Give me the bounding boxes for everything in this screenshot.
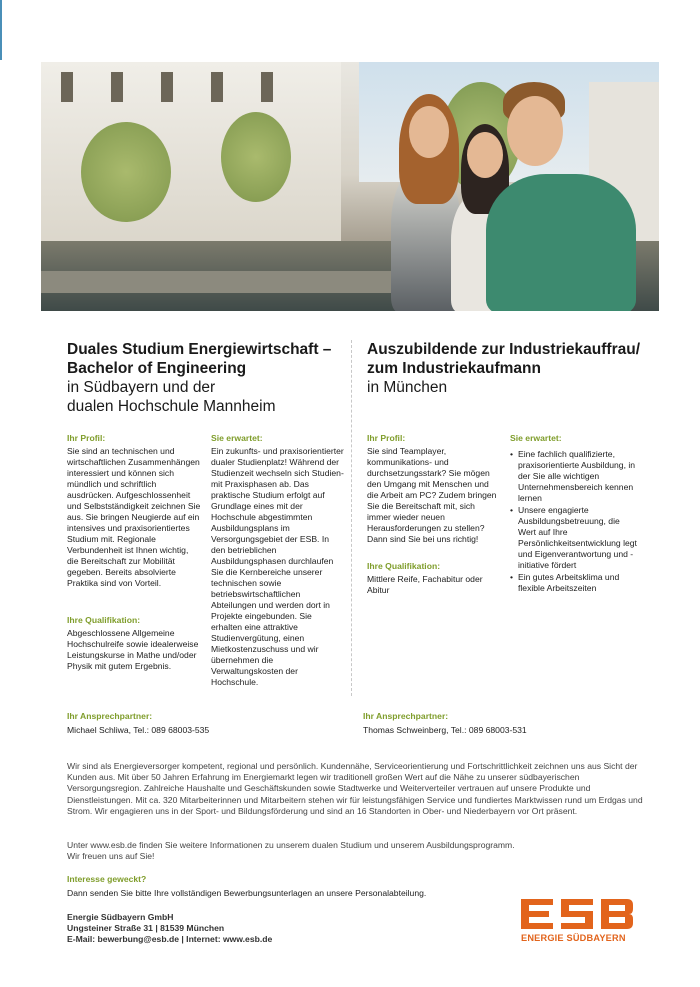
left-job-title: Duales Studium Energiewirtschaft – Bachelor of Engineering in Südbayern und der dualen Hochschule Mannheim xyxy=(67,341,332,415)
company-contact: E-Mail: bewerbung@esb.de | Internet: www.esb.de xyxy=(67,934,273,944)
list-item: • Eine fachlich qualifizierte, praxisorientierte Ausbildung, in der Sie alle wichtigen Unternehmensbereich kennen lernen xyxy=(510,449,640,504)
right-job-title: Auszubildende zur Industriekauffrau/ zum Industriekaufmann in München xyxy=(367,341,640,396)
company-address: Ungsteiner Straße 31 | 81539 München xyxy=(67,923,225,933)
left-profil-heading: Ihr Profil: xyxy=(67,433,106,443)
left-quali-text: Abgeschlossene Allgemeine Hochschulreife sowie idealerweise Leistungskurse in Mathe und/oder Physik mit gutem Ergebnis. xyxy=(67,628,199,671)
list-item: • Unsere engagierte Ausbildungsbetreuung, die Wert auf Ihre Persönlichkeitsentwicklung legt und Eigenverantwortung und -initiative fördert xyxy=(510,505,640,571)
hero-photo xyxy=(41,62,659,311)
esb-logo-name: ENERGIE SÜDBAYERN xyxy=(521,933,626,943)
left-profil-text: Sie sind an technischen und wirtschaftlichen Zusammenhängen interessiert und können sich mündlich und schriftlich ausdrücken. Aufgeschlossenheit und Selbstständigkeit zeichnen Sie aus. Sie bringen Neugierde auf ein intensives und praxisorientiertes Studium mit. Regionale Verbundenheit ist Ihnen wichtig, die Bereitschaft zur Mobilität gegeben. Bereits absolvierte Praktika sind von Vorteil. xyxy=(67,446,201,588)
right-quali-text: Mittlere Reife, Fachabitur oder Abitur xyxy=(367,574,483,595)
right-erwartet-list xyxy=(510,449,640,595)
list-item: • Ein gutes Arbeitsklima und flexible Arbeitszeiten xyxy=(510,572,640,594)
right-contact-text: Thomas Schweinberg, Tel.: 089 68003-531 xyxy=(363,725,527,735)
right-quali-heading: Ihre Qualifikation: xyxy=(367,561,441,571)
info-line-1: Unter www.esb.de finden Sie weitere Informationen zu unserem dualen Studium und unserem Ausbildungsprogramm. xyxy=(67,840,515,850)
interest-text: Dann senden Sie bitte Ihre vollständigen Bewerbungsunterlagen an unsere Personalabteilung. xyxy=(67,888,427,898)
right-contact-heading: Ihr Ansprechpartner: xyxy=(363,711,449,721)
left-quali-heading: Ihre Qualifikation: xyxy=(67,615,141,625)
left-contact-text: Michael Schliwa, Tel.: 089 68003-535 xyxy=(67,725,210,735)
left-erwartet-heading: Sie erwartet: xyxy=(211,433,263,443)
column-divider xyxy=(351,340,352,696)
left-erwartet-text: Ein zukunfts- und praxisorientierter dualer Studienplatz! Während der Studienzeit wechseln sich Studien- mit Praxisphasen ab. Das praktische Studium erfolgt auf Grundlage eines mit der Hochschule abgestimmten Ausbildungsplans im Versorgungsgebiet der ESB. In den betrieblichen Ausbildungsphasen durchlaufen Sie die Kernbereiche unserer technischen sowie betriebswirtschaftlichen Abteilungen und werden dort in Projekte eingebunden. Sie erhalten eine attraktive Studienvergütung, einen Mietkostenzuschuss und wir übernehmen die Verwaltungskosten der Hochschule. xyxy=(211,446,344,687)
left-contact-heading: Ihr Ansprechpartner: xyxy=(67,711,153,721)
edge-mark xyxy=(0,0,2,60)
company-paragraph: Wir sind als Energieversorger kompetent, regional und persönlich. Kundennähe, Serviceorientierung und Fortschrittlichkeit zeichnen uns aus Sicht der Kunden aus. Mit über 50 Jahren Erfahrung im Energiemarkt legen wir traditionell großen Wert auf die Nähe zu unserer südbayerischen Versorgungsregion. Zahlreiche Haushalte und Geschäftskunden sowie Stadtwerke und Weiterverteiler vertrauen auf unsere Produkte und Dienstleistungen. Mit ca. 320 Mitarbeiterinnen und Mitarbeitern stehen wir für leistungsfähigen Service und fundiertes Marktwissen rund um Erdgas und Strom. Wir engagieren uns in der Sport- und Bildungsförderung und sind an 16 Standorten in Ober- und Niederbayern vor Ort präsent. xyxy=(67,761,643,816)
company-name: Energie Südbayern GmbH xyxy=(67,912,174,922)
interest-heading: Interesse geweckt? xyxy=(67,874,147,884)
right-erwartet-heading: Sie erwartet: xyxy=(510,433,562,443)
info-line-2: Wir freuen uns auf Sie! xyxy=(67,851,155,861)
right-profil-text: Sie sind Teamplayer, kommunikations- und durchsetzungsstark? Sie mögen den Umgang mit Menschen und die Arbeit am PC? Zudem bringen Sie die Bereitschaft mit, sich immer wieder neuen Herausforderungen zu stellen? Dann sind Sie bei uns richtig! xyxy=(367,446,497,544)
right-profil-heading: Ihr Profil: xyxy=(367,433,406,443)
